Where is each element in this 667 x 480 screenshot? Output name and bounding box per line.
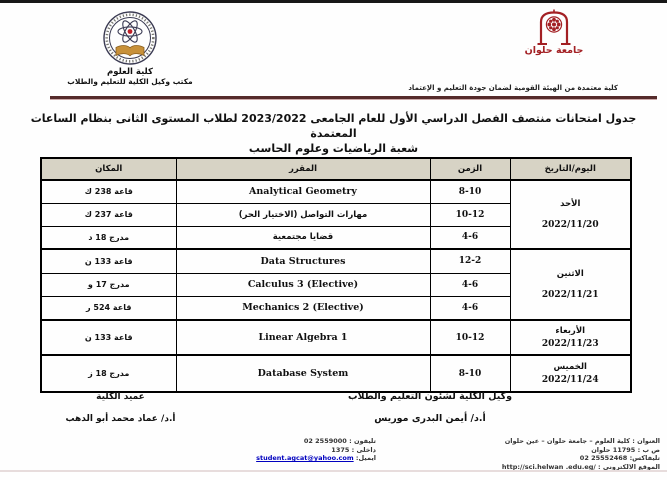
day-date: 2022/11/21 — [541, 290, 599, 300]
course-cell: Calculus 3 (Elective) — [176, 273, 430, 296]
title-line-2: شعبة الرياضيات وعلوم الحاسب — [248, 142, 419, 155]
time-cell: 12-2 — [430, 249, 510, 273]
day-date: 2022/11/24 — [541, 375, 599, 385]
course-cell: قضايا مجتمعية — [176, 226, 430, 249]
vice-dean-office: مكتب وكيل الكلية للتعليم والطلاب — [67, 77, 193, 86]
faculty-office-caption — [25, 67, 235, 87]
course-cell: مهارات التواصل (الاختيار الحر) — [176, 203, 430, 226]
col-time: الزمن — [430, 158, 510, 180]
time-cell: 10-12 — [430, 320, 510, 355]
document-title — [28, 111, 639, 156]
dean-signature-name: أ.د/ عماد محمد أبو الدهب — [65, 414, 176, 424]
col-day-date: اليوم/التاريخ — [510, 158, 631, 180]
footer-website-line: الموقع الالكترونى : http://sci.helwan .edu.eg/ — [501, 462, 660, 471]
scan-edge-top — [0, 0, 667, 3]
place-cell: قاعة 133 ن — [41, 249, 176, 273]
time-cell: 4-6 — [430, 296, 510, 320]
footer-telefax-line: تليفاكس: 02 25552468 — [579, 454, 660, 462]
footer-phone-line: تليفون : 02 2559000 — [303, 437, 376, 445]
footer-extension-line: داخلى : 1375 — [331, 445, 376, 454]
place-cell: قاعة 524 ر — [41, 296, 176, 320]
maroon-divider — [50, 96, 657, 100]
day-name: الخميس — [553, 362, 587, 372]
day-date-cell — [510, 180, 631, 249]
day-date-cell — [510, 355, 631, 392]
day-date: 2022/11/20 — [541, 220, 599, 230]
website-url: http://sci.helwan .edu.eg/ — [501, 462, 596, 471]
schedule-body — [41, 180, 631, 392]
schedule-row — [41, 355, 631, 392]
vice-dean-signature-title: وكيل الكلية لشئون التعليم والطلاب — [347, 391, 513, 402]
exam-schedule-table — [40, 157, 632, 393]
faculty-of-science-seal-icon — [103, 10, 157, 66]
scan-edge-bottom — [0, 470, 667, 472]
time-cell: 4-6 — [430, 273, 510, 296]
place-cell: قاعة 238 ك — [41, 180, 176, 203]
day-date-cell — [510, 320, 631, 355]
time-cell: 8-10 — [430, 355, 510, 392]
title-line-1: جدول امتحانات منتصف الفصل الدراسي الأول للعام الجامعى 2023/2022 لطلاب المستوى الثانى بنظام الساعات المعتمدة — [30, 112, 637, 140]
course-cell: Database System — [176, 355, 430, 392]
table-header-row — [41, 158, 631, 180]
course-cell: Analytical Geometry — [176, 180, 430, 203]
day-name: الاثنين — [556, 269, 584, 279]
schedule-row — [41, 320, 631, 355]
footer-pobox-line: ص ب : 11795 حلوان — [591, 445, 660, 454]
place-cell: قاعة 133 ن — [41, 320, 176, 355]
col-course: المقرر — [176, 158, 430, 180]
helwan-university-emblem-icon — [536, 8, 572, 46]
col-place: المكان — [41, 158, 176, 180]
course-cell: Linear Algebra 1 — [176, 320, 430, 355]
footer-email-line: ايميل: student.agcat@yahoo.com — [256, 454, 376, 462]
footer-address-line: العنوان : كلية العلوم – جامعة حلوان – عين حلوان — [504, 437, 660, 445]
email-link[interactable]: student.agcat@yahoo.com — [256, 454, 354, 462]
course-cell: Data Structures — [176, 249, 430, 273]
place-cell: مدرج 18 ز — [41, 355, 176, 392]
day-date: 2022/11/23 — [541, 339, 599, 349]
place-cell: قاعة 237 ك — [41, 203, 176, 226]
place-cell: مدرج 18 د — [41, 226, 176, 249]
university-wordmark: جامعة حلوان — [524, 45, 584, 56]
footer-contact-block — [228, 437, 376, 463]
time-cell: 10-12 — [430, 203, 510, 226]
schedule-row — [41, 180, 631, 203]
faculty-name: كلية العلوم — [107, 67, 153, 77]
time-cell: 4-6 — [430, 226, 510, 249]
footer-address-block — [435, 437, 660, 471]
day-name: الأربعاء — [555, 326, 586, 336]
place-cell: مدرج 17 و — [41, 273, 176, 296]
course-cell: Mechanics 2 (Elective) — [176, 296, 430, 320]
day-date-cell — [510, 249, 631, 320]
day-name: الأحد — [560, 199, 581, 209]
dean-signature-title: عميد الكلية — [96, 392, 145, 402]
accreditation-note: كلية معتمدة من الهيئة القومية لضمان جودة التعليم و الإعتماد — [408, 84, 618, 92]
schedule-row — [41, 249, 631, 273]
vice-dean-signature-name: أ.د/ أيمن البدرى موريس — [374, 413, 486, 424]
time-cell: 8-10 — [430, 180, 510, 203]
